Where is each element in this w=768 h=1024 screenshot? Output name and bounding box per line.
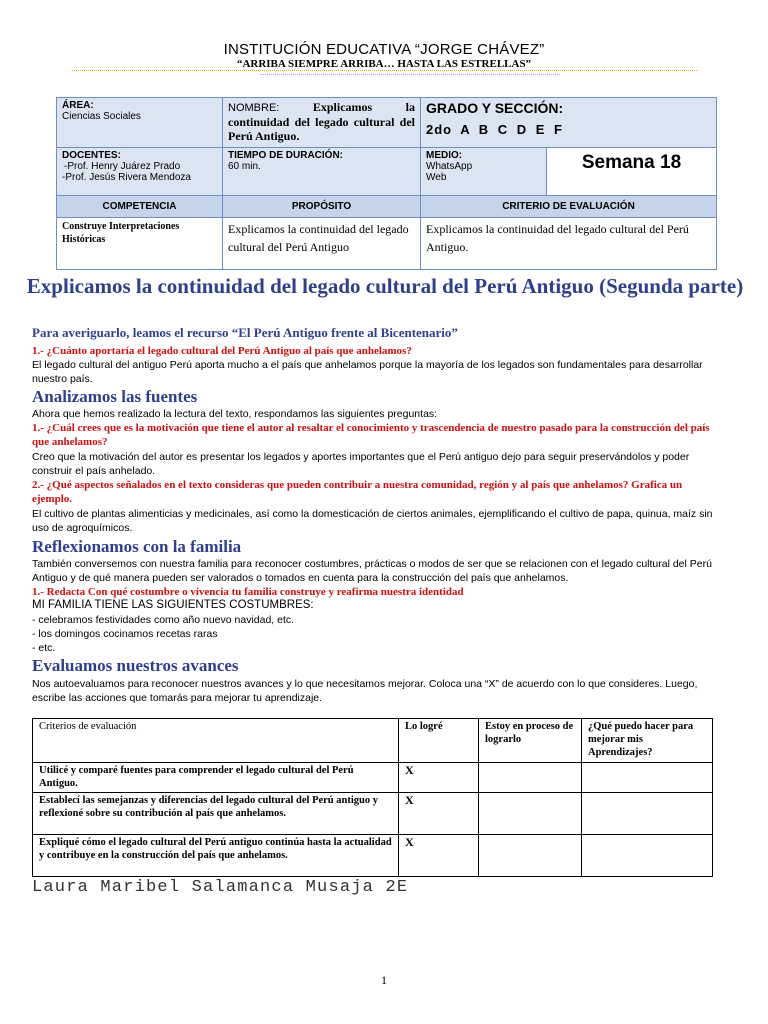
semana-label: Semana 18 [581,152,682,173]
competencia-value: Construye Interpretaciones Históricas [62,221,180,245]
medio-cell [421,148,547,196]
area-cell [57,98,223,148]
grado-value: 2do A B C D E F [426,122,563,137]
question-3: 2.- ¿Qué aspectos señalados en el texto consideras que pueden contribuir a nuestra comunidad, región y al país que anhelamos? Grafica un ejemplo. [32,479,683,505]
area-label: ÁREA: [62,100,94,111]
table-row [33,835,713,877]
eval-criterion: Expliqué cómo el legado cultural del Perú antiguo continúa hasta la actualidad y contribuye en la construcción del país que anhelamos. [33,835,399,877]
evaluation-table [32,718,713,877]
eval-proceso-mark[interactable] [479,793,582,835]
table-row [33,763,713,793]
table-row [33,793,713,835]
eval-logre-mark[interactable]: X [399,835,479,877]
competencia-header: COMPETENCIA [57,196,223,218]
header-divider [72,70,697,71]
semana-cell [547,148,717,196]
section-analizamos: Analizamos las fuentes [32,387,198,406]
evaluamos-intro: Nos autoevaluamos para reconocer nuestros avances y lo que necesitamos mejorar. Coloca una “X” de acuerdo con lo que consideres. Luego, escribe las acciones que tomarás para mejorar tu aprendizaje. [32,678,698,704]
proposito-value: Explicamos la continuidad del legado cultural del Perú Antiguo [228,222,409,254]
student-signature: Laura Maribel Salamanca Musaja 2E [32,878,409,897]
proposito-header: PROPÓSITO [223,196,421,218]
medio-2: Web [426,172,447,183]
eval-proceso-mark[interactable] [479,763,582,793]
nombre-text [228,100,415,143]
analizamos-intro: Ahora que hemos realizado la lectura del texto, respondamos las siguientes preguntas: [32,408,438,420]
grado-cell [421,98,717,148]
tiempo-label: TIEMPO DE DURACIÓN: [228,150,343,161]
nombre-cell [223,98,421,148]
family-item-3: - etc. [32,642,56,654]
answer-1: El legado cultural del antiguo Perú aporta mucho a el país que anhelamos porque la mayoría de los legados son fundamentales para desarrollar nuestro país. [32,359,703,385]
page-number: 1 [381,973,387,987]
eval-header-proceso: Estoy en proceso de lograrlo [479,719,582,763]
eval-mejorar-text[interactable] [582,763,713,793]
grado-label: GRADO Y SECCIÓN: [426,100,564,116]
question-2: 1.- ¿Cuál crees que es la motivación que tiene el autor al resaltar el conocimiento y trascendencia de nuestro pasado para la construcción del país que anhelamos? [32,422,710,448]
criterio-header: CRITERIO DE EVALUACIÓN [421,196,717,218]
eval-mejorar-text[interactable] [582,835,713,877]
tiempo-cell [223,148,421,196]
family-item-2: - los domingos cocinamos recetas raras [32,628,218,640]
section-evaluamos: Evaluamos nuestros avances [32,656,239,675]
reflexionamos-intro: También conversemos con nuestra familia para reconocer costumbres, prácticas o modos de ser que se relacionen con el legado cultural del Perú Antiguo y de qué manera pueden ser valorados o tomados en cuenta para la construcción del país que anhelamos. [32,558,712,584]
eval-header-mejorar: ¿Qué puedo hacer para mejorar mis Aprendizajes? [582,719,713,763]
tiempo-value: 60 min. [228,161,261,172]
eval-header-logre: Lo logré [399,719,479,763]
eval-criterion: Establecí las semejanzas y diferencias del legado cultural del Perú antiguo y reflexioné sobre su contribución al país que anhelamos. [33,793,399,835]
area-value: Ciencias Sociales [62,111,141,122]
nombre-value: Explicamos la continuidad del legado cultural del Perú Antiguo. [228,100,416,143]
page-title: Explicamos la continuidad del legado cultural del Perú Antiguo (Segunda parte) [26,274,744,298]
docente-1: -Prof. Henry Juárez Prado [64,161,181,172]
eval-mejorar-text[interactable] [582,793,713,835]
header-divider-secondary [260,74,560,75]
medio-label: MEDIO: [426,150,463,161]
question-4: 1.- Redacta Con qué costumbre o vivencia tu familia construye y reafirma nuestra identidad [32,586,464,598]
family-title: MI FAMILIA TIENE LAS SIGUIENTES COSTUMBRES: [32,599,314,611]
institution-name: INSTITUCIÓN EDUCATIVA “JORGE CHÁVEZ” [223,41,545,58]
criterio-cell [421,218,717,270]
info-table [56,97,717,270]
docentes-label: DOCENTES: [62,150,121,161]
eval-criterion: Utilicé y comparé fuentes para comprender el legado cultural del Perú Antiguo. [33,763,399,793]
intro-text: Para averiguarlo, leamos el recurso “El Perú Antiguo frente al Bicentenario” [32,325,458,340]
eval-logre-mark[interactable]: X [399,763,479,793]
answer-3: El cultivo de plantas alimenticias y medicinales, así como la domesticación de ciertos animales, ejemplificando el cultivo de papa, quinua, maíz sin uso de agroquímicos. [32,508,713,534]
proposito-cell [223,218,421,270]
nombre-label: NOMBRE: [228,102,280,114]
docentes-cell [57,148,223,196]
family-item-1: - celebramos festividades como año nuevo navidad, etc. [32,614,295,626]
docente-2: -Prof. Jesús Rivera Mendoza [62,172,191,183]
eval-header-criterios: Criterios de evaluación [33,719,399,763]
medio-1: WhatsApp [426,161,473,172]
answer-2: Creo que la motivación del autor es presentar los legados y aportes importantes que el Perú antiguo dejo para seguir preservándolos y poder construir el país anhelado. [32,451,690,477]
competencia-cell [57,218,223,270]
criterio-value: Explicamos la continuidad del legado cultural del Perú Antiguo. [426,222,689,254]
section-reflexionamos: Reflexionamos con la familia [32,537,242,556]
eval-proceso-mark[interactable] [479,835,582,877]
question-1: 1.- ¿Cuánto aportaría el legado cultural del Perú Antiguo al país que anhelamos? [32,345,412,357]
eval-logre-mark[interactable]: X [399,793,479,835]
motto: “ARRIBA SIEMPRE ARRIBA… HASTA LAS ESTRELLAS” [236,58,532,70]
